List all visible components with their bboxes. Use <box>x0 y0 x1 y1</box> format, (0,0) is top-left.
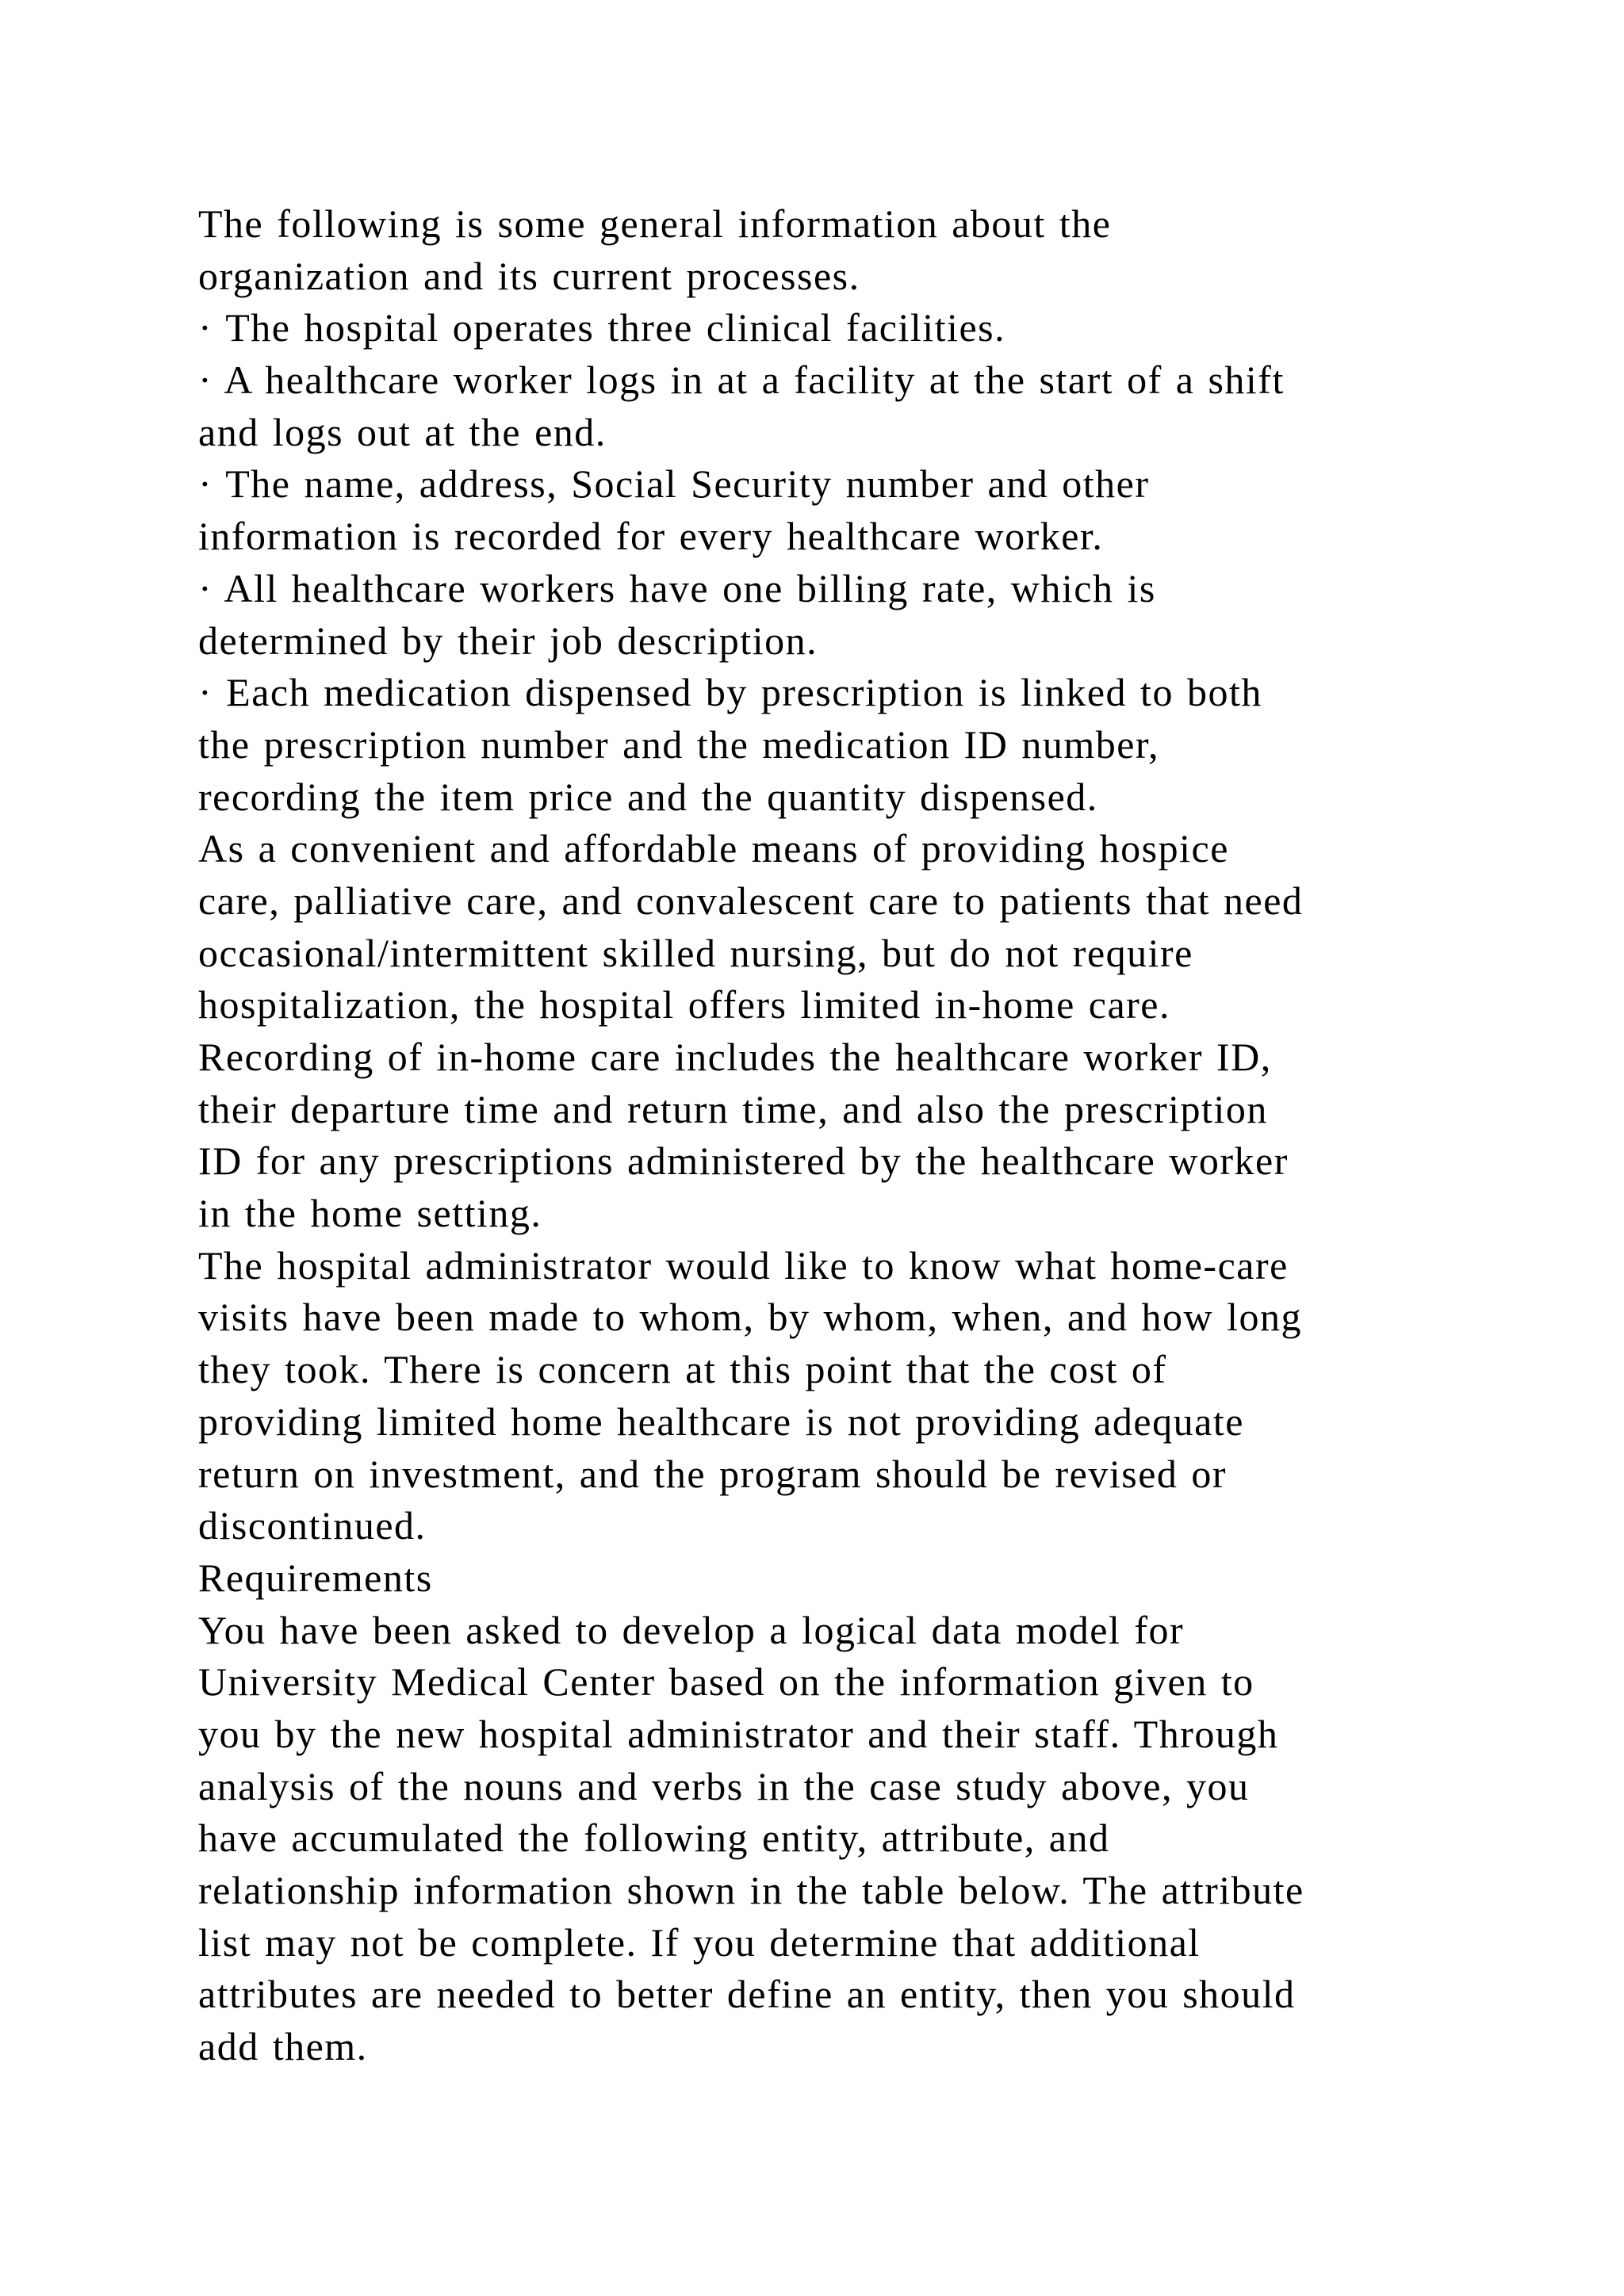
text-line: they took. There is concern at this point that the cost of <box>198 1347 1167 1392</box>
text-line: visits have been made to whom, by whom, when, and how long <box>198 1295 1303 1340</box>
text-line: their departure time and return time, and also the prescription <box>198 1086 1268 1131</box>
text-line: and logs out at the end. <box>198 409 607 454</box>
section-heading: Requirements <box>198 1555 433 1600</box>
text-line: · The name, address, Social Security number and other <box>198 461 1150 507</box>
text-line: hospitalization, the hospital offers limited in-home care. <box>198 982 1170 1027</box>
text-line: providing limited home healthcare is not providing adequate <box>198 1399 1244 1444</box>
text-line: The following is some general information about the <box>198 201 1112 246</box>
text-line: attributes are needed to better define an entity, then you should <box>198 1972 1296 2017</box>
text-line: · Each medication dispensed by prescription is linked to both <box>198 670 1262 715</box>
text-line: Recording of in-home care includes the healthcare worker ID, <box>198 1035 1272 1079</box>
text-line: return on investment, and the program should be revised or <box>198 1451 1228 1496</box>
text-line: determined by their job description. <box>198 618 818 663</box>
text-line: University Medical Center based on the information given to <box>198 1659 1254 1705</box>
text-line: you by the new hospital administrator and their staff. Through <box>198 1711 1279 1756</box>
text-line: · A healthcare worker logs in at a facility at the start of a shift <box>198 358 1285 403</box>
text-line: analysis of the nouns and verbs in the case study above, you <box>198 1763 1250 1808</box>
text-line: As a convenient and affordable means of providing hospice <box>198 826 1229 871</box>
text-line: list may not be complete. If you determine that additional <box>198 1919 1201 1965</box>
text-line: the prescription number and the medication ID number, <box>198 721 1160 767</box>
text-line: information is recorded for every healthcare worker. <box>198 514 1104 559</box>
text-line: · The hospital operates three clinical facilities. <box>198 305 1006 350</box>
text-line: You have been asked to develop a logical data model for <box>198 1607 1185 1652</box>
text-line: add them. <box>198 2024 368 2069</box>
text-line: in the home setting. <box>198 1191 542 1236</box>
text-line: The hospital administrator would like to know what home-care <box>198 1242 1289 1288</box>
text-line: have accumulated the following entity, attribute, and <box>198 1816 1110 1861</box>
text-line: occasional/intermittent skilled nursing, but do not require <box>198 930 1193 975</box>
text-line: · All healthcare workers have one billing rate, which is <box>198 565 1156 610</box>
text-line: recording the item price and the quantity dispensed. <box>198 774 1098 819</box>
text-line: ID for any prescriptions administered by the healthcare worker <box>198 1138 1289 1184</box>
text-line: relationship information shown in the table below. The attribute <box>198 1868 1304 1912</box>
document-body <box>198 198 1499 2073</box>
text-line: organization and its current processes. <box>198 253 860 298</box>
text-line: care, palliative care, and convalescent care to patients that need <box>198 878 1304 923</box>
text-line: discontinued. <box>198 1503 427 1548</box>
